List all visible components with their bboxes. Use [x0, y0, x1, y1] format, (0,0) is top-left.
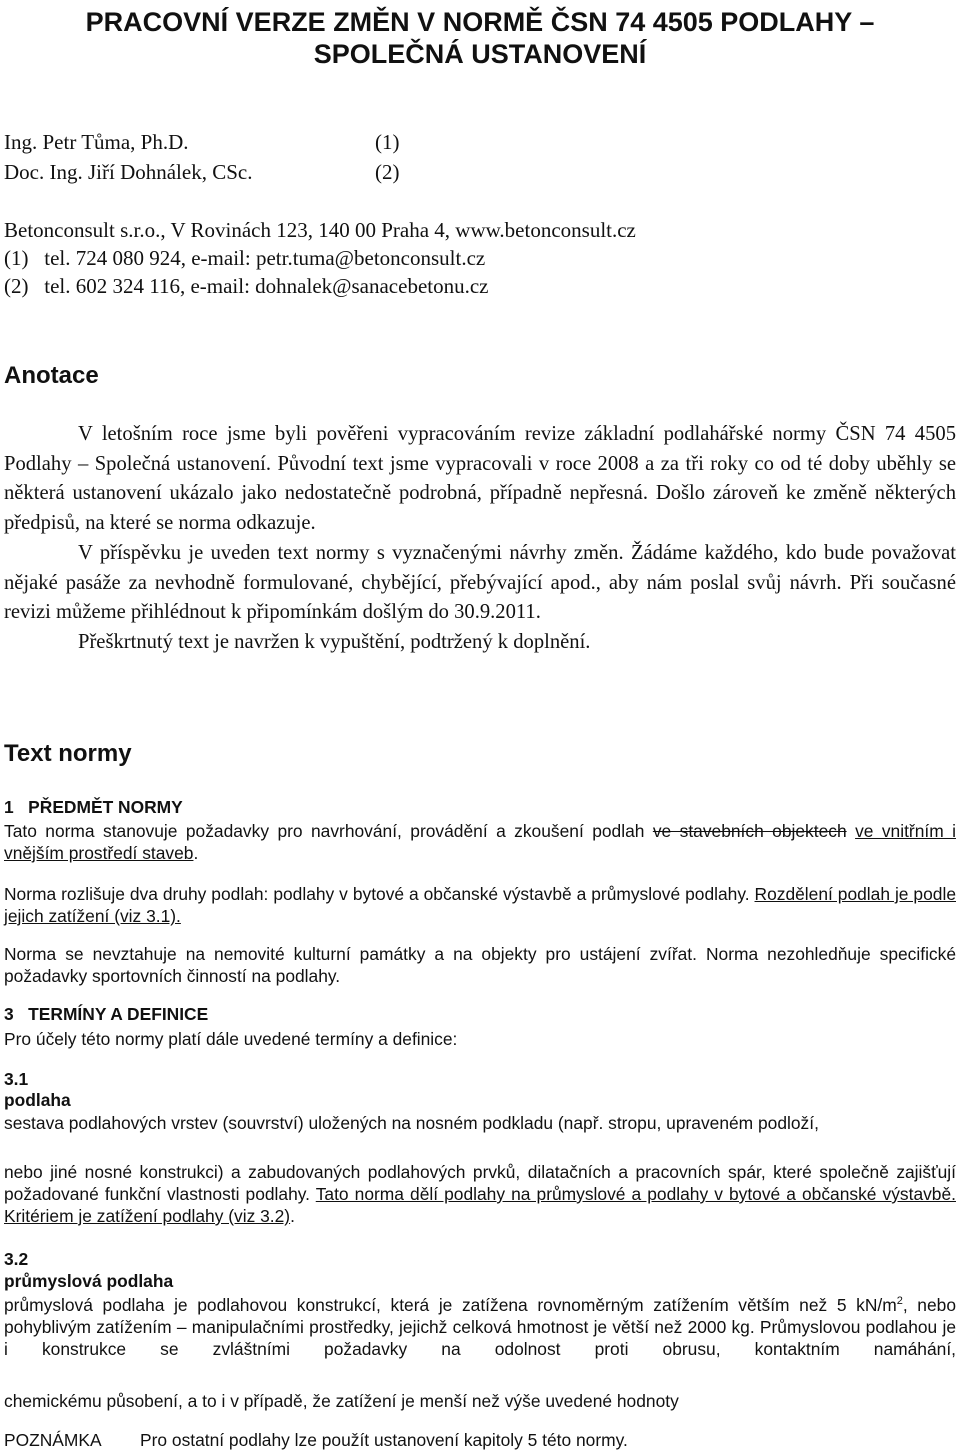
note-label: POZNÁMKA — [4, 1430, 102, 1450]
affiliation-contact-2: (2) tel. 602 324 116, e-mail: dohnalek@sanacebetonu.cz — [4, 274, 489, 298]
definition-3-2-number: 3.2 — [4, 1249, 29, 1269]
section-1-paragraph-3: Norma se nevztahuje na nemovité kulturní památky a na objekty pro ustájení zvířat. Norma nezohledňuje specifické požadavky sportovních činností na podlahy. — [4, 944, 956, 986]
definition-3-1-term: podlaha — [4, 1090, 71, 1110]
inserted-text: ve vnitřním i vnějším prostředí staveb — [4, 821, 956, 863]
author-1-ref: (1) — [375, 130, 400, 154]
annotation-body — [4, 420, 956, 658]
section-3-heading: 3 TERMÍNY A DEFINICE — [4, 1004, 209, 1024]
section-1-paragraph-1: Tato norma stanovuje požadavky pro navrhování, provádění a zkoušení podlah ve stavebních objektech ve vnitřním i vnějším prostředí staveb. — [4, 821, 956, 863]
inserted-text: Tato norma dělí podlahy na průmyslové a podlahy v bytové a občanské výstavbě. Kritériem je zatížení podlahy (viz 3.2) — [4, 1184, 956, 1226]
annotation-paragraph-2: V příspěvku je uveden text normy s vyznačenými návrhy změn. Žádáme každého, kdo bude považovat nějaké pasáže za nevhodně formulované, chybějící, přebývající apod., aby nám poslal svůj návrh. Při současné revizi můžeme přihlédnout k připomínkám došlým do 30.9.2011. — [4, 541, 956, 624]
annotation-paragraph-3: Přeškrtnutý text je navržen k vypuštění, podtržený k doplnění. — [78, 630, 591, 653]
definition-3-1-line-2: nebo jiné nosné konstrukci) a zabudovaných podlahových prvků, dilatačních a pracovních spár, které společně zajišťují požadované funkční vlastnosti podlahy. Tato norma dělí podlahy na průmyslové a podlahy v bytové a občanské výstavbě. Kritériem je zatížení podlahy (viz 3.2). — [4, 1162, 956, 1226]
annotation-paragraph-1: V letošním roce jsme byli pověřeni vypracováním revize základní podlahářské normy ČSN 74 4505 Podlahy – Společná ustanovení. Původní text jsme vypracovali v roce 2008 a za tři roky co od té doby uběhly se některá ustanovení ukázalo jako nedostatečně podrobná, případně nepřesná. Došlo zároveň ke změně některých předpisů, na které se norma odkazuje. — [4, 423, 956, 535]
inserted-text: Rozdělení podlah je podle jejich zatížení (viz 3.1). — [4, 884, 956, 926]
note — [4, 1429, 628, 1451]
definition-3-1-line-1: sestava podlahových vrstev (souvrství) uložených na nosném podkladu (např. stropu, upraveném podloží, — [4, 1113, 819, 1133]
author-2-ref: (2) — [375, 160, 400, 184]
standard-heading: Text normy — [4, 740, 132, 767]
title-line-2: SPOLEČNÁ USTANOVENÍ — [313, 39, 647, 69]
affiliation-company: Betonconsult s.r.o., V Rovinách 123, 140 00 Praha 4, www.betonconsult.cz — [4, 218, 636, 242]
document-title — [0, 6, 960, 70]
note-text: Pro ostatní podlahy lze použít ustanovení kapitoly 5 této normy. — [140, 1430, 628, 1450]
definition-3-2-continuation: chemickému působení, a to i v případě, že zatížení je menší než výše uvedené hodnoty — [4, 1391, 679, 1411]
author-1-name: Ing. Petr Tůma, Ph.D. — [4, 130, 189, 154]
section-3-intro: Pro účely této normy platí dále uvedené termíny a definice: — [4, 1029, 458, 1049]
definition-3-2-term: průmyslová podlaha — [4, 1271, 174, 1291]
deleted-text: ve stavebních objektech — [652, 821, 847, 841]
definition-3-2-paragraph: průmyslová podlaha je podlahovou konstrukcí, která je zatížena rovnoměrným zatížením větším než 5 $kN/m^2$, nebo pohyblivým zatížením – manipulačními prostředky, jejichž celková hmotnost je větší než 2000 kg. Průmyslovou podlahou je i konstrukce se zvláštními požadavky na odolnost proti obrusu, kontaktním namáhání, — [4, 1295, 956, 1359]
definition-3-1-number: 3.1 — [4, 1069, 29, 1089]
section-1-paragraph-2: Norma rozlišuje dva druhy podlah: podlahy v bytové a občanské výstavbě a průmyslové podlahy. Rozdělení podlah je podle jejich zatížení (viz 3.1). — [4, 884, 956, 926]
annotation-heading: Anotace — [4, 362, 99, 389]
affiliation-contact-1: (1) tel. 724 080 924, e-mail: petr.tuma@betonconsult.cz — [4, 246, 486, 270]
title-line-1: PRACOVNÍ VERZE ZMĚN V NORMĚ ČSN 74 4505 PODLAHY – — [85, 7, 875, 37]
section-1-heading: 1 PŘEDMĚT NORMY — [4, 797, 183, 817]
author-2-name: Doc. Ing. Jiří Dohnálek, CSc. — [4, 160, 253, 184]
